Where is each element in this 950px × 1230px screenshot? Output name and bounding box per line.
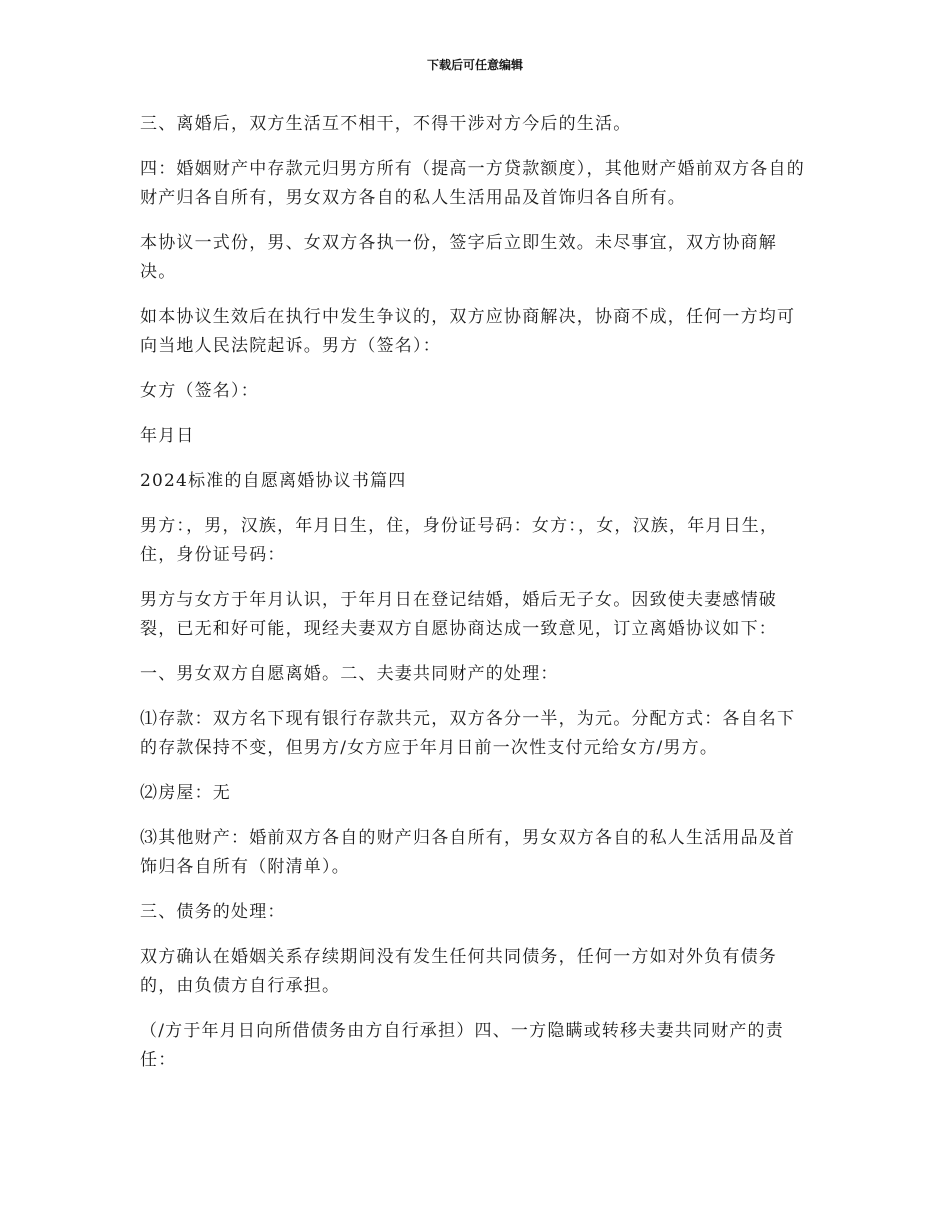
paragraph: 本协议一式份，男、女双方各执一份，签字后立即生效。未尽事宜，双方协商解决。 bbox=[140, 233, 777, 282]
paragraph: 三、离婚后，双方生活互不相干，不得干涉对方今后的生活。 bbox=[140, 114, 632, 134]
paragraph: 男方与女方于年月认识，于年月日在登记结婚，婚后无子女。因致使夫妻感情破裂，已无和好可能，现经夫妻双方自愿协商达成一致意见，订立离婚协议如下： bbox=[140, 590, 777, 639]
paragraph: （/方于年月日向所借债务由方自行承担）四、一方隐瞒或转移夫妻共同财产的责任： bbox=[140, 1021, 784, 1070]
page-header: 下载后可任意编辑 bbox=[426, 58, 523, 72]
document-body bbox=[140, 110, 812, 1091]
paragraph: 女方（签名）： bbox=[140, 381, 259, 401]
paragraph: 双方确认在婚姻关系存续期间没有发生任何共同债务，任何一方如对外负有债务的，由负债方自行承担。 bbox=[140, 947, 777, 996]
paragraph: 一、男女双方自愿离婚。二、夫妻共同财产的处理： bbox=[140, 664, 559, 684]
section-heading: 2024标准的自愿离婚协议书篇四 bbox=[140, 471, 407, 491]
paragraph: ⑵房屋：无 bbox=[140, 783, 231, 803]
paragraph: 年月日 bbox=[140, 426, 195, 446]
paragraph: ⑴存款：双方名下现有银行存款共元，双方各分一半，为元。分配方式：各自名下的存款保持不变，但男方/女方应于年月日前一次性支付元给女方/男方。 bbox=[140, 709, 796, 758]
paragraph: ⑶其他财产：婚前双方各自的财产归各自所有，男女双方各自的私人生活用品及首饰归各自所有（附清单）。 bbox=[140, 828, 796, 877]
paragraph: 四：婚姻财产中存款元归男方所有（提高一方贷款额度），其他财产婚前双方各自的财产归各自所有，男女双方各自的私人生活用品及首饰归各自所有。 bbox=[140, 159, 805, 208]
paragraph: 如本协议生效后在执行中发生争议的，双方应协商解决，协商不成，任何一方均可向当地人民法院起诉。男方（签名）： bbox=[140, 307, 796, 356]
paragraph: 三、债务的处理： bbox=[140, 902, 286, 922]
paragraph: 男方：，男，汉族，年月日生，住，身份证号码：女方：，女，汉族，年月日生，住，身份证号码： bbox=[140, 516, 779, 565]
